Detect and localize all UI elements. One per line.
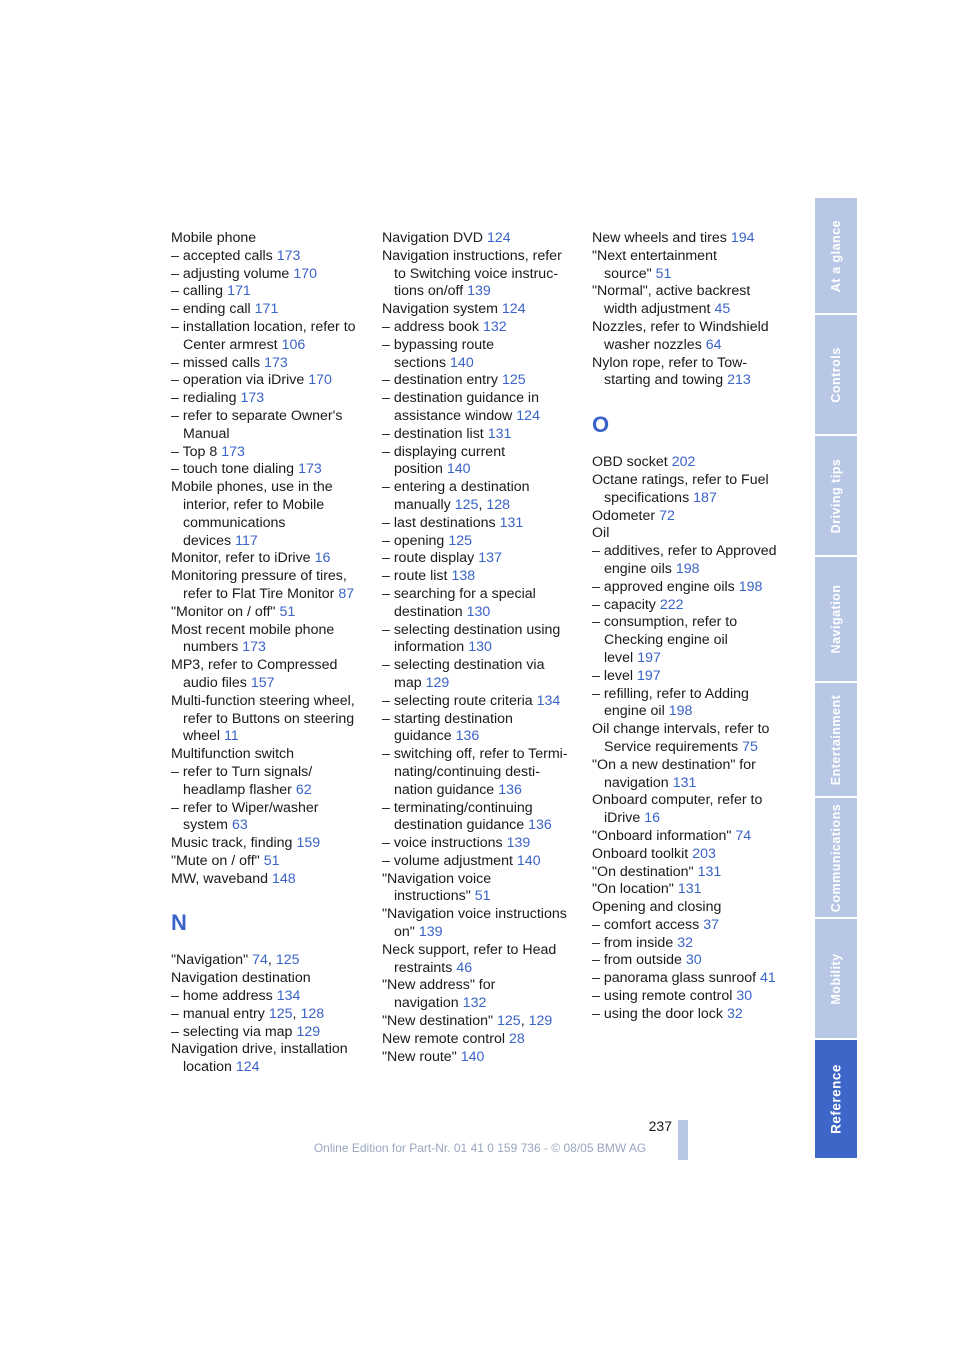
- index-column-1: [171, 230, 361, 1077]
- entry-text: – selecting route criteria: [382, 692, 533, 709]
- page-link[interactable]: 197: [637, 667, 661, 684]
- page-link[interactable]: 106: [281, 336, 306, 353]
- page-link[interactable]: 136: [455, 728, 480, 745]
- entry-text: – destination list: [382, 425, 484, 442]
- page-link[interactable]: 148: [272, 870, 296, 887]
- index-entry: [592, 721, 782, 757]
- page-link[interactable]: 136: [498, 781, 522, 798]
- page-link[interactable]: 173: [242, 639, 266, 656]
- page-link[interactable]: 51: [263, 852, 280, 869]
- page-link[interactable]: 132: [483, 318, 507, 335]
- index-subentry: [171, 764, 361, 800]
- entry-text: "Mute on / off": [171, 852, 260, 869]
- page-link[interactable]: 63: [231, 817, 248, 834]
- index-subentry: [382, 426, 572, 444]
- tab-label: Communications: [829, 803, 843, 912]
- entry-text: MW, waveband: [171, 870, 268, 887]
- page-link[interactable]: 159: [296, 835, 321, 852]
- index-entry: [592, 792, 782, 828]
- page-link[interactable]: 87: [338, 585, 355, 602]
- page-link[interactable]: 173: [276, 247, 301, 264]
- index-subentry: [382, 800, 572, 836]
- tab-label: Driving tips: [829, 458, 843, 533]
- entry-text: – level: [592, 667, 634, 684]
- entry-text: "On destination": [592, 863, 694, 880]
- page-link[interactable]: 30: [685, 952, 702, 969]
- page-link[interactable]: 129: [528, 1013, 553, 1030]
- entry-text: Onboard toolkit: [592, 845, 689, 862]
- page-link[interactable]: 41: [760, 970, 776, 987]
- page-link[interactable]: 138: [451, 568, 476, 585]
- section-tabs: [815, 198, 857, 1160]
- entry-text: Mobile phone: [171, 230, 257, 246]
- page-link[interactable]: 74: [735, 827, 752, 844]
- index-subentry: [171, 408, 361, 444]
- entry-text: – from outside: [592, 952, 682, 969]
- entry-text: – destination guidance in assistance window: [382, 390, 539, 424]
- page-link[interactable]: 125: [275, 952, 300, 969]
- page-link[interactable]: 16: [644, 810, 661, 827]
- index-entry: [171, 746, 361, 764]
- index-entry: [382, 906, 572, 942]
- entry-text: – terminating/continuing destination guidance: [382, 799, 533, 834]
- entry-text: – selecting destination via map: [382, 657, 545, 691]
- page-link[interactable]: 187: [693, 489, 717, 506]
- entry-text: – refer to Wiper/washer system: [171, 799, 319, 834]
- entry-text: – starting destination guidance: [382, 710, 513, 745]
- page-link[interactable]: 129: [425, 674, 450, 691]
- tab-communications[interactable]: [815, 798, 857, 919]
- index-entry: [592, 757, 782, 793]
- entry-text: – installation location, refer to Center armrest: [171, 318, 356, 353]
- index-subentry: [382, 568, 572, 586]
- entry-text: New wheels and tires: [592, 230, 727, 246]
- page-link[interactable]: 128: [300, 1005, 325, 1022]
- index-subentry: [171, 390, 361, 408]
- page-link[interactable]: 32: [726, 1005, 743, 1022]
- entry-text: Most recent mobile phone numbers: [171, 621, 335, 656]
- index-entry: [382, 230, 572, 248]
- entry-text: – searching for a special destination: [382, 585, 536, 620]
- entry-text: Nylon rope, refer to Tow- starting and towing: [592, 354, 748, 389]
- index-subentry: [592, 614, 782, 667]
- entry-text: – using the door lock: [592, 1005, 723, 1022]
- page-link[interactable]: 170: [293, 265, 317, 282]
- page-link[interactable]: 222: [659, 596, 684, 613]
- page-link[interactable]: 171: [227, 283, 251, 300]
- tab-label: Mobility: [829, 952, 843, 1005]
- page-link[interactable]: 173: [221, 443, 245, 460]
- entry-text: "Next entertainment source": [592, 247, 717, 282]
- entry-text: Monitoring pressure of tires, refer to Flat Tire Monitor: [171, 568, 347, 602]
- index-entry: [592, 899, 782, 917]
- page-link[interactable]: 157: [250, 674, 275, 691]
- index-subentry: [382, 533, 572, 551]
- page-link[interactable]: 11: [224, 728, 239, 745]
- index-subentry: [382, 515, 572, 533]
- entry-text: Oil: [592, 525, 610, 542]
- entry-text: – route display: [382, 550, 475, 567]
- entry-text: Navigation destination: [171, 970, 311, 987]
- index-subentry: [592, 597, 782, 615]
- index-subentry: [592, 686, 782, 722]
- entry-text: Navigation instructions, refer to Switching voice instruc- tions on/off: [382, 247, 562, 300]
- index-subentry: [382, 693, 572, 711]
- entry-text: "Monitor on / off": [171, 603, 276, 620]
- page-link[interactable]: 139: [467, 283, 491, 300]
- footer-edition-note: Online Edition for Part-Nr. 01 41 0 159 736 - © 08/05 BMW AG: [313, 1141, 647, 1155]
- index-subentry: [171, 1024, 361, 1042]
- tab-navigation[interactable]: [815, 557, 857, 683]
- entry-text: MP3, refer to Compressed audio files: [171, 657, 338, 691]
- index-entry: [592, 828, 782, 846]
- page-link[interactable]: 75: [742, 738, 758, 755]
- index-subentry: [592, 970, 782, 988]
- index-entry: [171, 853, 361, 871]
- tab-label: Entertainment: [829, 694, 843, 785]
- entry-text: Nozzles, refer to Windshield washer nozzles: [592, 318, 769, 353]
- page-link[interactable]: 74: [252, 952, 268, 969]
- index-entry: [382, 1049, 572, 1067]
- entry-text: – Top 8: [171, 443, 218, 460]
- index-subentry: [382, 657, 572, 693]
- entry-text: – home address: [171, 988, 273, 1005]
- page-link[interactable]: 51: [474, 888, 491, 905]
- page-link[interactable]: 171: [254, 301, 279, 318]
- index-entry: [592, 319, 782, 355]
- tab-label: At a glance: [829, 219, 843, 292]
- entry-text: – last destinations: [382, 514, 496, 531]
- page-link[interactable]: 124: [501, 301, 526, 318]
- index-entry: [592, 846, 782, 864]
- index-entry: [171, 622, 361, 658]
- entry-text: Odometer: [592, 507, 656, 524]
- entry-text: – approved engine oils: [592, 578, 735, 595]
- index-entry: [592, 283, 782, 319]
- entry-text: Opening and closing: [592, 899, 722, 916]
- page-link[interactable]: 131: [487, 425, 512, 442]
- entry-text: Octane ratings, refer to Fuel specifications: [592, 471, 769, 506]
- index-subentry: [171, 372, 361, 390]
- entry-text: – address book: [382, 318, 480, 335]
- index-column-2: [382, 230, 572, 1066]
- entry-text: "Onboard information": [592, 827, 732, 844]
- page-link[interactable]: 124: [486, 230, 511, 246]
- page-link[interactable]: 64: [705, 336, 722, 353]
- index-entry: [592, 355, 782, 391]
- index-entry: [382, 977, 572, 1013]
- index-subentry: [382, 746, 572, 799]
- page-link[interactable]: 203: [692, 845, 716, 862]
- page-link[interactable]: 194: [730, 230, 755, 246]
- page-link[interactable]: 128: [486, 496, 511, 513]
- index-subentry: [171, 1006, 361, 1024]
- index-entry: [592, 454, 782, 472]
- index-subentry: [382, 586, 572, 622]
- entry-text: "New route": [382, 1048, 457, 1065]
- page-link[interactable]: 131: [672, 774, 697, 791]
- index-entry: [592, 864, 782, 882]
- index-entry: [382, 871, 572, 907]
- index-subentry: [382, 711, 572, 747]
- index-entry: [171, 568, 361, 604]
- entry-text: Multi-function steering wheel, refer to Buttons on steering wheel: [171, 692, 355, 745]
- entry-text: Navigation DVD: [382, 230, 483, 246]
- index-subentry: [171, 444, 361, 462]
- page-link[interactable]: 62: [295, 781, 312, 798]
- page-link[interactable]: 140: [460, 1048, 485, 1065]
- page-link[interactable]: 129: [296, 1023, 321, 1040]
- page-link[interactable]: 131: [499, 514, 524, 531]
- index-entry: [592, 472, 782, 508]
- index-subentry: [171, 319, 361, 355]
- page-link[interactable]: 173: [298, 461, 322, 478]
- page-link[interactable]: 131: [677, 881, 702, 898]
- page-link[interactable]: 136: [528, 817, 552, 834]
- index-subentry: [382, 319, 572, 337]
- section-letter-o: O: [592, 412, 610, 438]
- index-subentry: [171, 355, 361, 373]
- page-number: 237: [648, 1118, 672, 1134]
- page-separator: ,: [478, 496, 483, 513]
- index-subentry: [592, 952, 782, 970]
- entry-text: – destination entry: [382, 372, 498, 389]
- index-subentry: [382, 622, 572, 658]
- index-entry: [382, 1013, 572, 1031]
- page-link[interactable]: 130: [468, 639, 492, 656]
- page-link[interactable]: 46: [456, 959, 473, 976]
- entry-text: Multifunction switch: [171, 746, 295, 763]
- index-subentry: [382, 550, 572, 568]
- page-link[interactable]: 198: [738, 578, 763, 595]
- index-column-3: [592, 230, 782, 1024]
- entry-text: "New address" for navigation: [382, 977, 496, 1012]
- index-entry: [171, 835, 361, 853]
- entry-text: Music track, finding: [171, 835, 293, 852]
- entry-text: – from inside: [592, 934, 674, 951]
- index-entry: [171, 693, 361, 746]
- entry-text: Mobile phones, use in the interior, refer to Mobile communications devices: [171, 479, 333, 549]
- index-entry: [592, 525, 782, 543]
- index-entry: [171, 230, 361, 248]
- index-subentry: [171, 988, 361, 1006]
- page-link[interactable]: 131: [697, 863, 722, 880]
- page-link[interactable]: 117: [235, 532, 258, 549]
- index-entry: [382, 301, 572, 319]
- index-subentry: [171, 266, 361, 284]
- tab-controls[interactable]: [815, 315, 857, 436]
- entry-text: Oil change intervals, refer to Service requirements: [592, 721, 770, 755]
- index-subentry: [171, 301, 361, 319]
- index-subentry: [382, 853, 572, 871]
- index-entry: [592, 881, 782, 899]
- page-link[interactable]: 197: [637, 649, 661, 666]
- entry-text: OBD socket: [592, 454, 668, 471]
- page-link[interactable]: 124: [516, 407, 540, 424]
- entry-text: – route list: [382, 568, 448, 585]
- index-subentry: [592, 988, 782, 1006]
- entry-text: Navigation system: [382, 301, 498, 318]
- page-separator: ,: [292, 1005, 297, 1022]
- page-link[interactable]: 51: [655, 265, 672, 282]
- index-entry: [171, 550, 361, 568]
- page-link[interactable]: 198: [675, 560, 700, 577]
- entry-text: Onboard computer, refer to iDrive: [592, 792, 763, 827]
- entry-text: – selecting via map: [171, 1023, 293, 1040]
- entry-text: Monitor, refer to iDrive: [171, 550, 311, 567]
- page-link[interactable]: 140: [516, 852, 541, 869]
- page-link[interactable]: 125: [448, 532, 472, 549]
- index-subentry: [171, 248, 361, 266]
- index-entry: [592, 508, 782, 526]
- tab-entertainment[interactable]: [815, 683, 857, 798]
- page-link[interactable]: 170: [308, 372, 332, 389]
- index-subentry: [592, 1006, 782, 1024]
- entry-text: – voice instructions: [382, 835, 503, 852]
- entry-text: – capacity: [592, 596, 656, 613]
- index-entry: [171, 657, 361, 693]
- page-link[interactable]: 173: [240, 390, 265, 407]
- section-letter-n: N: [171, 910, 187, 936]
- entry-text: "Normal", active backrest width adjustment: [592, 283, 751, 318]
- page-link[interactable]: 37: [703, 916, 720, 933]
- page-link[interactable]: 28: [509, 1030, 525, 1047]
- page-link[interactable]: 213: [727, 372, 751, 389]
- entry-text: – adjusting volume: [171, 265, 290, 282]
- entry-text: – operation via iDrive: [171, 372, 305, 389]
- tab-mobility[interactable]: [815, 919, 857, 1040]
- index-subentry: [592, 935, 782, 953]
- entry-text: Neck support, refer to Head restraints: [382, 941, 557, 976]
- page-link[interactable]: 198: [668, 703, 693, 720]
- tab-at-a-glance[interactable]: [815, 198, 857, 315]
- index-subentry: [171, 800, 361, 836]
- entry-text: – calling: [171, 283, 224, 300]
- index-subentry: [382, 444, 572, 480]
- page-link[interactable]: 137: [478, 550, 502, 567]
- index-entry: [382, 942, 572, 978]
- entry-text: – refilling, refer to Adding engine oil: [592, 685, 749, 720]
- tab-label: Navigation: [829, 584, 843, 654]
- entry-text: "Navigation": [171, 952, 249, 969]
- entry-text: – manual entry: [171, 1005, 265, 1022]
- page-link[interactable]: 140: [450, 354, 474, 371]
- entry-text: – volume adjustment: [382, 852, 513, 869]
- entry-text: – additives, refer to Approved engine oils: [592, 543, 777, 577]
- page-link[interactable]: 132: [462, 995, 487, 1012]
- index-subentry: [592, 543, 782, 579]
- entry-text: "Navigation voice instructions on": [382, 906, 567, 941]
- page-link[interactable]: 32: [677, 934, 693, 951]
- page-link[interactable]: 139: [506, 835, 531, 852]
- page-separator: ,: [267, 952, 272, 969]
- entry-text: "Navigation voice instructions": [382, 870, 492, 905]
- entry-text: – ending call: [171, 301, 251, 318]
- index-entry: [171, 871, 361, 889]
- entry-text: – accepted calls: [171, 247, 273, 264]
- entry-text: – entering a destination manually: [382, 479, 530, 513]
- page-link[interactable]: 125: [497, 1013, 521, 1030]
- page-link[interactable]: 173: [264, 354, 288, 371]
- page-link[interactable]: 134: [536, 692, 561, 709]
- index-entry: [171, 970, 361, 988]
- index-subentry: [171, 461, 361, 479]
- entry-text: – switching off, refer to Termi- nating/continuing desti- nation guidance: [382, 746, 568, 798]
- tab-label: Reference: [828, 1064, 844, 1134]
- entry-text: "New destination": [382, 1013, 494, 1030]
- index-subentry: [592, 579, 782, 597]
- entry-text: Navigation drive, installation location: [171, 1041, 348, 1076]
- index-subentry: [592, 668, 782, 686]
- index-subentry: [382, 372, 572, 390]
- page-link[interactable]: 30: [736, 988, 753, 1005]
- page-link[interactable]: 16: [314, 550, 331, 567]
- page-link[interactable]: 125: [454, 496, 479, 513]
- index-subentry: [171, 283, 361, 301]
- index-entry: [382, 1031, 572, 1049]
- entry-text: – consumption, refer to Checking engine oil level: [592, 614, 738, 666]
- entry-text: New remote control: [382, 1030, 506, 1047]
- index-entry: [171, 1041, 361, 1077]
- entry-text: – panorama glass sunroof: [592, 970, 757, 987]
- entry-text: – redialing: [171, 390, 237, 407]
- page-link[interactable]: 125: [268, 1005, 293, 1022]
- page-link[interactable]: 45: [714, 301, 731, 318]
- index-entry: [382, 248, 572, 301]
- entry-text: "On location": [592, 881, 674, 898]
- page-separator: ,: [520, 1013, 525, 1030]
- entry-text: – touch tone dialing: [171, 461, 295, 478]
- page-link[interactable]: 125: [501, 372, 526, 389]
- page-link[interactable]: 139: [418, 924, 443, 941]
- tab-label: Controls: [829, 346, 843, 403]
- page-link[interactable]: 51: [279, 603, 296, 620]
- entry-text: – displaying current position: [382, 443, 506, 478]
- index-entry: [171, 604, 361, 622]
- entry-text: "On a new destination" for navigation: [592, 756, 756, 791]
- tab-driving-tips[interactable]: [815, 436, 857, 557]
- entry-text: – missed calls: [171, 354, 261, 371]
- entry-text: – refer to separate Owner's Manual: [171, 407, 343, 442]
- entry-text: – refer to Turn signals/ headlamp flasher: [171, 763, 313, 798]
- index-entry: [592, 248, 782, 284]
- index-subentry: [382, 390, 572, 426]
- index-entry: [171, 952, 361, 970]
- index-entry: [171, 479, 361, 550]
- entry-text: – using remote control: [592, 988, 733, 1005]
- page-link[interactable]: 72: [659, 507, 675, 524]
- entry-text: – selecting destination using information: [382, 621, 561, 656]
- entry-text: – bypassing route sections: [382, 336, 494, 371]
- index-entry: [592, 230, 782, 248]
- index-subentry: [382, 337, 572, 373]
- page-link[interactable]: 124: [235, 1059, 260, 1076]
- index-subentry: [592, 917, 782, 935]
- entry-text: – comfort access: [592, 916, 700, 933]
- index-subentry: [382, 835, 572, 853]
- page-link[interactable]: 140: [446, 461, 471, 478]
- page-link[interactable]: 134: [276, 988, 301, 1005]
- entry-text: – opening: [382, 532, 445, 549]
- index-subentry: [382, 479, 572, 515]
- page-link[interactable]: 130: [466, 603, 491, 620]
- page-link[interactable]: 202: [671, 454, 696, 471]
